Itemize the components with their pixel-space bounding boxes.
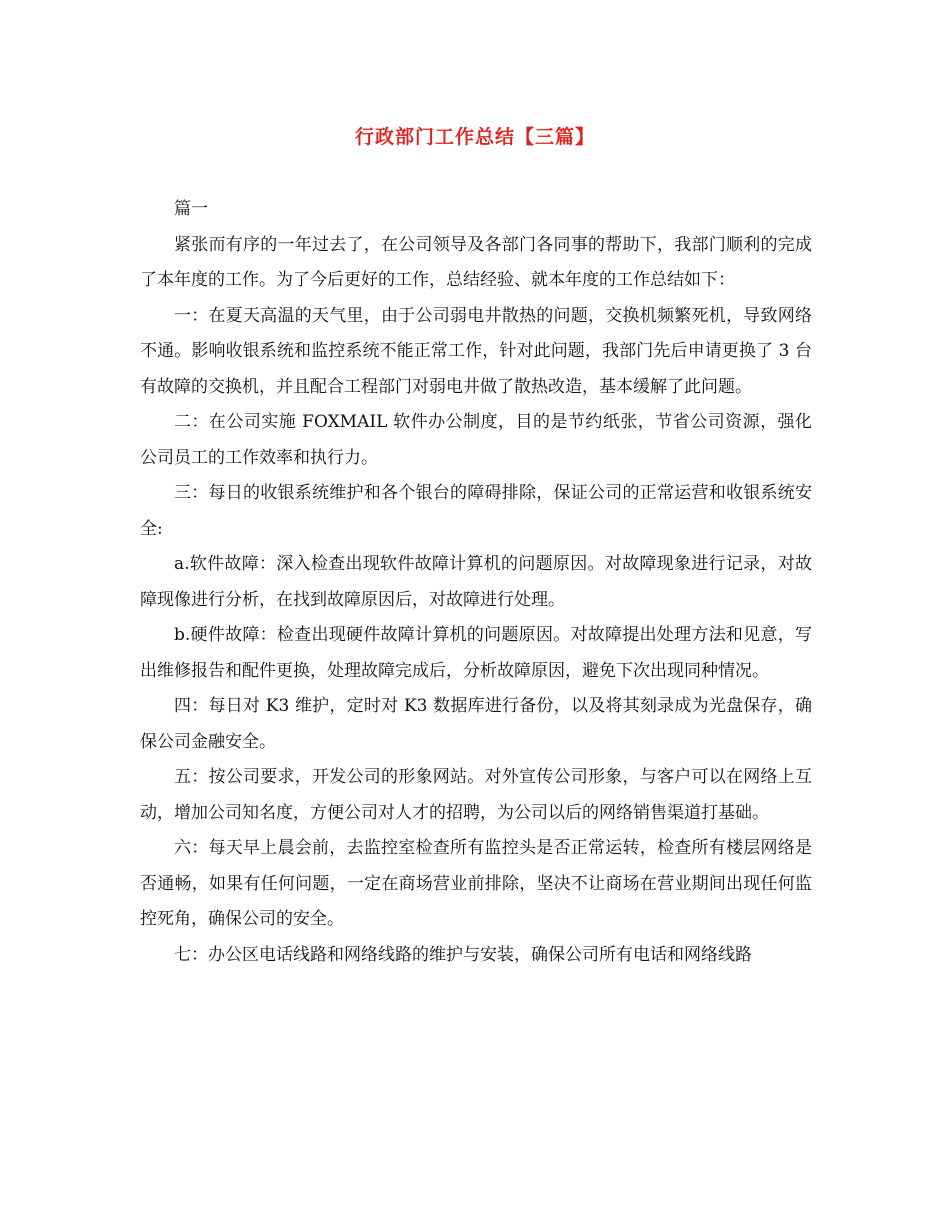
section-heading: 篇一: [174, 199, 208, 219]
paragraph-intro: 紧张而有序的一年过去了，在公司领导及各部门各同事的帮助下，我部门顺利的完成了本年度的工作。为了今后更好的工作，总结经验、就本年度的工作总结如下：: [140, 234, 812, 290]
paragraph-item-2: 二：在公司实施 FOXMAIL 软件办公制度，目的是节约纸张，节省公司资源，强化公司员工的工作效率和执行力。: [140, 412, 812, 468]
paragraph-item-6: 六：每天早上晨会前，去监控室检查所有监控头是否正常运转，检查所有楼层网络是否通畅，如果有任何问题，一定在商场营业前排除，坚决不让商场在营业期间出现任何监控死角，确保公司的安全。: [140, 838, 812, 929]
paragraph-item-5: 五：按公司要求，开发公司的形象网站。对外宣传公司形象，与客户可以在网络上互动，增加公司知名度，方便公司对人才的招聘，为公司以后的网络销售渠道打基础。: [140, 767, 812, 823]
document-title: 行政部门工作总结【三篇】: [354, 126, 595, 148]
paragraph-item-1: 一：在夏天高温的天气里，由于公司弱电井散热的问题，交换机频繁死机，导致网络不通。影响收银系统和监控系统不能正常工作，针对此问题，我部门先后申请更换了 3 台有故障的交换机，并且配合工程部门对弱电井做了散热改造，基本缓解了此问题。: [140, 305, 812, 397]
paragraph-item-3: 三：每日的收银系统维护和各个银台的障碍排除，保证公司的正常运营和收银系统安全:: [140, 483, 812, 539]
paragraph-item-3a: a.软件故障：深入检查出现软件故障计算机的问题原因。对故障现象进行记录，对故障现像进行分析，在找到故障原因后，对故障进行处理。: [140, 554, 812, 610]
paragraph-item-7: 七：办公区电话线路和网络线路的维护与安装，确保公司所有电话和网络线路: [174, 944, 752, 965]
paragraph-item-4: 四：每日对 K3 维护，定时对 K3 数据库进行备份，以及将其刻录成为光盘保存，确保公司金融安全。: [140, 696, 812, 752]
document-body: [140, 192, 812, 973]
paragraph-item-3b: b.硬件故障：检查出现硬件故障计算机的问题原因。对故障提出处理方法和见意，写出维修报告和配件更换，处理故障完成后，分析故障原因，避免下次出现同种情况。: [140, 625, 812, 681]
